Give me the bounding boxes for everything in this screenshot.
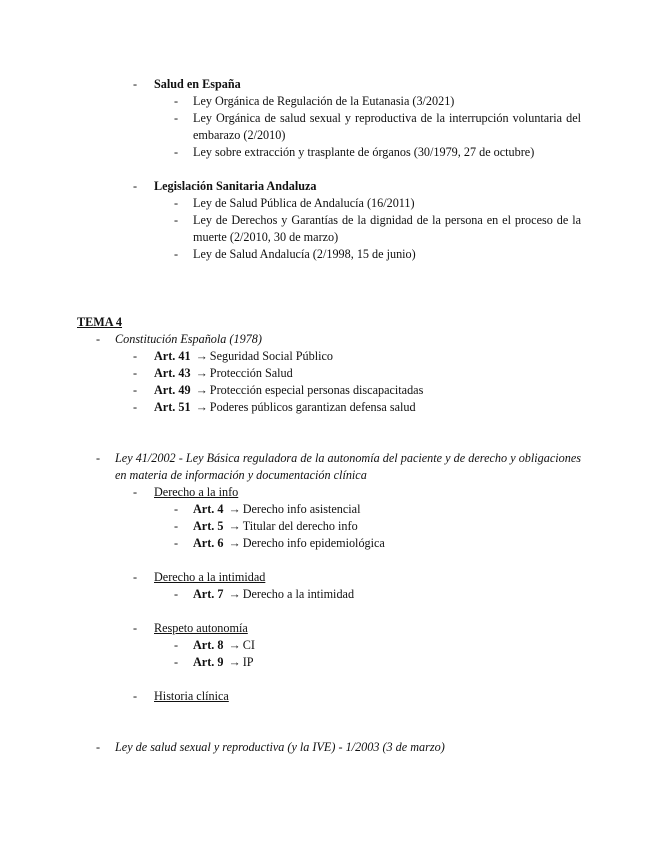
list-bullet-dash: - (133, 383, 138, 397)
list-bullet-dash: - (174, 196, 179, 210)
article-item: Art. 8 → CI (193, 638, 255, 652)
list-item: Ley sobre extracción y trasplante de órganos (30/1979, 27 de octubre) (193, 145, 535, 159)
list-bullet-dash: - (174, 247, 179, 261)
subsection-title: Respeto autonomía (154, 621, 248, 635)
arrow-icon: → (228, 502, 241, 516)
list-bullet-dash: - (133, 400, 138, 414)
list-bullet-dash: - (133, 689, 138, 703)
list-item: Ley de Salud Andalucía (2/1998, 15 de junio) (193, 247, 416, 261)
list-bullet-dash: - (133, 77, 138, 91)
list-bullet-dash: - (133, 570, 138, 584)
article-item: Art. 7 → Derecho a la intimidad (193, 587, 355, 601)
list-bullet-dash: - (96, 332, 101, 346)
list-bullet-dash: - (174, 536, 179, 550)
list-bullet-dash: - (133, 179, 138, 193)
list-bullet-dash: - (174, 519, 179, 533)
list-bullet-dash: - (133, 349, 138, 363)
list-bullet-dash: - (133, 485, 138, 499)
list-bullet-dash: - (96, 451, 101, 465)
arrow-icon: → (195, 400, 208, 414)
article-item: Art. 43 → Protección Salud (154, 366, 293, 380)
list-bullet-dash: - (174, 587, 179, 601)
subsection-title: Derecho a la info (154, 485, 239, 499)
list-item: Ley Orgánica de Regulación de la Eutanasia (3/2021) (193, 94, 455, 108)
article-item: Art. 41 → Seguridad Social Público (154, 349, 334, 363)
article-item: Art. 9 → IP (193, 655, 254, 669)
list-bullet-dash: - (96, 740, 101, 754)
ley-salud-sexual-title: Ley de salud sexual y reproductiva (y la IVE) - 1/2003 (3 de marzo) (115, 740, 445, 754)
arrow-icon: → (228, 587, 241, 601)
list-bullet-dash: - (174, 638, 179, 652)
arrow-icon: → (228, 655, 241, 669)
list-item: Ley de Derechos y Garantías de la dignidad de la persona en el proceso de la muerte (2/2010, 30 de marzo) (193, 213, 581, 244)
section-title-legislacion-andaluza: Legislación Sanitaria Andaluza (154, 179, 317, 193)
arrow-icon: → (195, 383, 208, 397)
section-title-salud-espana: Salud en España (154, 77, 241, 91)
arrow-icon: → (228, 519, 241, 533)
article-item: Art. 4 → Derecho info asistencial (193, 502, 361, 516)
arrow-icon: → (195, 349, 208, 363)
list-bullet-dash: - (174, 145, 179, 159)
tema-heading: TEMA 4 (77, 315, 123, 329)
list-bullet-dash: - (133, 366, 138, 380)
list-bullet-dash: - (174, 655, 179, 669)
article-item: Art. 51 → Poderes públicos garantizan defensa salud (154, 400, 416, 414)
list-bullet-dash: - (174, 502, 179, 516)
article-item: Art. 5 → Titular del derecho info (193, 519, 358, 533)
list-bullet-dash: - (174, 94, 179, 108)
list-bullet-dash: - (174, 111, 179, 125)
list-item: Ley de Salud Pública de Andalucía (16/2011) (193, 196, 415, 210)
constitucion-title: Constitución Española (1978) (115, 332, 262, 346)
subsection-title: Derecho a la intimidad (154, 570, 266, 584)
list-bullet-dash: - (174, 213, 179, 227)
list-bullet-dash: - (133, 621, 138, 635)
list-item: Ley Orgánica de salud sexual y reproductiva de la interrupción voluntaria del embarazo (2/2010) (193, 111, 581, 142)
arrow-icon: → (195, 366, 208, 380)
article-item: Art. 49 → Protección especial personas discapacitadas (154, 383, 424, 397)
subsection-title: Historia clínica (154, 689, 229, 703)
ley-41-2002-title: Ley 41/2002 - Ley Básica reguladora de la autonomía del paciente y de derecho y obligaciones en materia de información y documentación clínica (115, 451, 581, 482)
arrow-icon: → (228, 638, 241, 652)
article-item: Art. 6 → Derecho info epidemiológica (193, 536, 385, 550)
arrow-icon: → (228, 536, 241, 550)
